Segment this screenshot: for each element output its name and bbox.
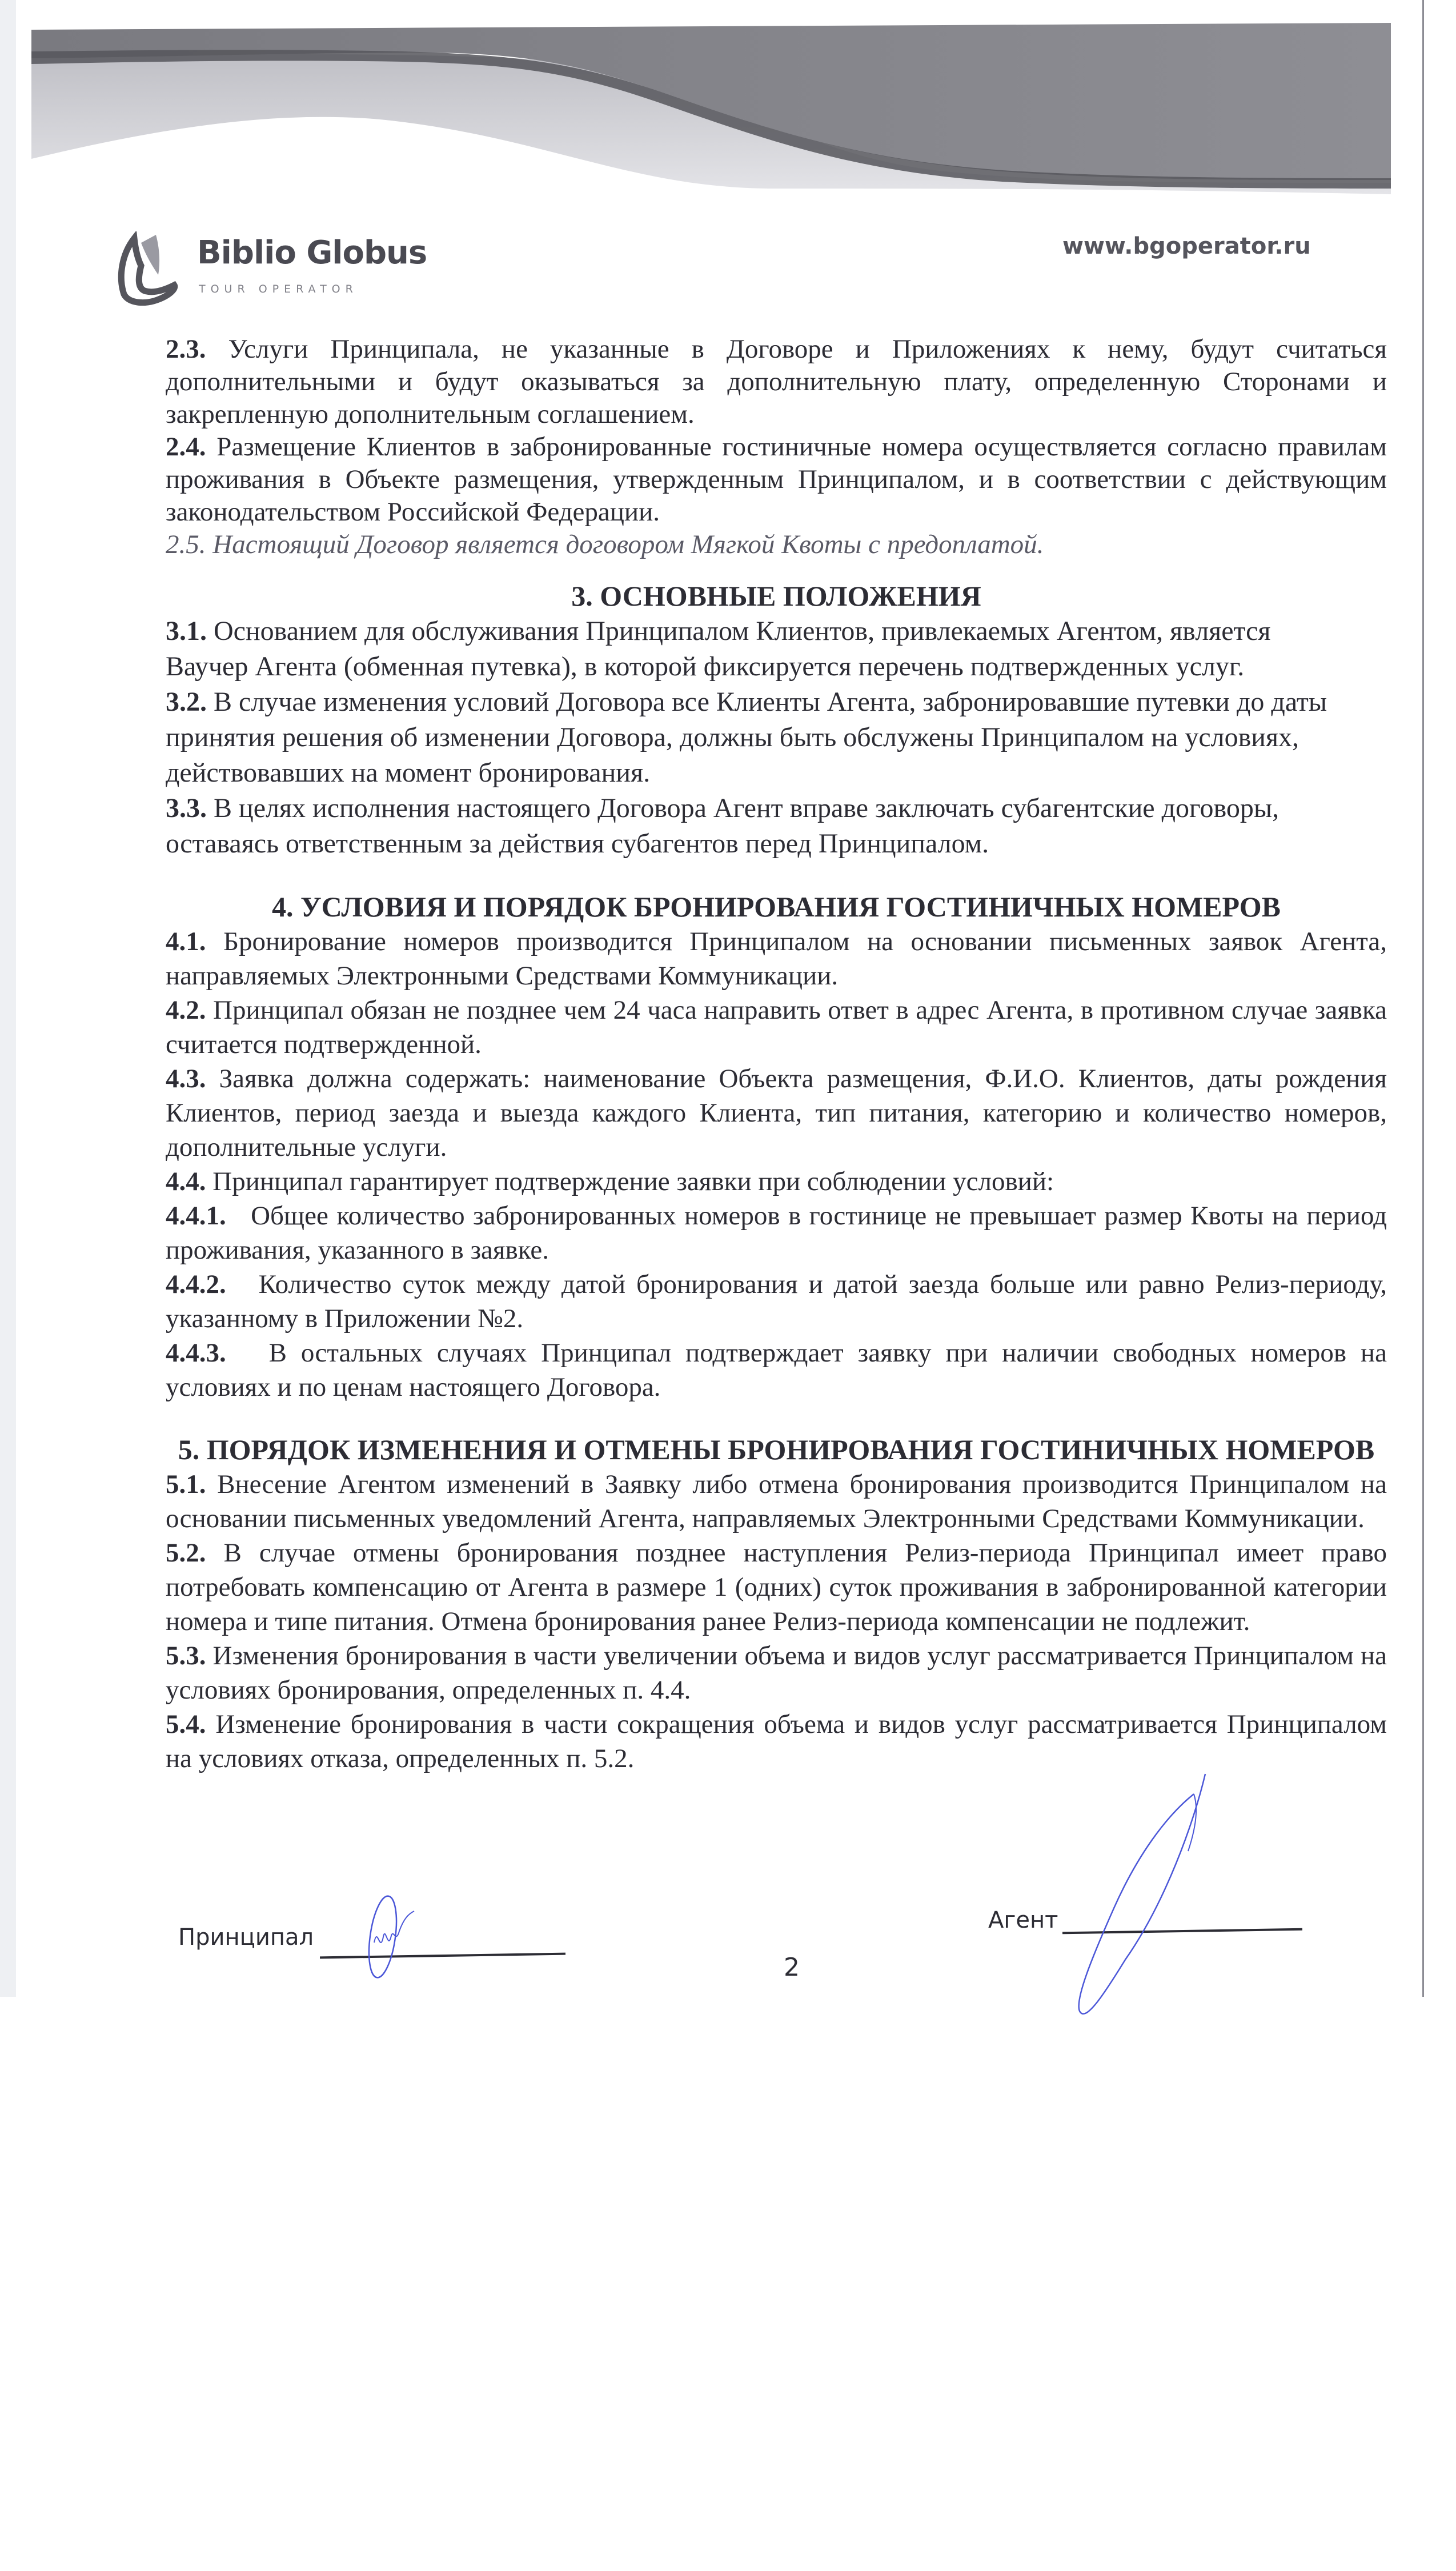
agent-label: Агент <box>988 1907 1058 1933</box>
clause-5-3: 5.3. Изменения бронирования в части увеличении объема и видов услуг рассматривается Принципалом на условиях бронирования, определенных п. 4.4. <box>166 1641 1387 1705</box>
page-number: 2 <box>784 1953 800 1982</box>
clause-4-4-2: 4.4.2. Количество суток между датой бронирования и датой заезда больше или равно Релиз-периоду, указанному в Приложении №2. <box>166 1270 1387 1333</box>
clause-4-1: 4.1. Бронирование номеров производится Принципалом на основании письменных заявок Агента, направляемых Электронными Средствами Коммуникации. <box>166 927 1387 991</box>
clause-2-3: 2.3. Услуги Принципала, не указанные в Договоре и Приложениях к нему, будут считаться дополнительными и будут оказываться за дополнительную плату, определенную Сторонами и закрепленную дополнительным соглашением. <box>166 334 1387 429</box>
clause-5-1: 5.1. Внесение Агентом изменений в Заявку либо отмена бронирования производится Принципалом на основании письменных уведомлений Агента, направляемых Электронными Средствами Коммуникации. <box>166 1469 1387 1533</box>
clause-4-4: 4.4. Принципал гарантирует подтверждение заявки при соблюдении условий: <box>166 1167 1054 1196</box>
website-url: www.bgoperator.ru <box>1062 233 1311 259</box>
clause-4-2: 4.2. Принципал обязан не позднее чем 24 часа направить ответ в адрес Агента, в противном случае заявка считается подтвержденной. <box>166 995 1387 1059</box>
clause-5-2: 5.2. В случае отмены бронирования позднее наступления Релиз-периода Принципал имеет право потребовать компенсацию от Агента в размере 1 (одних) суток проживания в забронированной категории номера и типе питания. Отмена бронирования ранее Релиз-периода компенсации не подлежит. <box>166 1538 1387 1636</box>
page-border <box>1422 0 1424 1997</box>
principal-signature <box>351 1891 437 1983</box>
clause-5-4: 5.4. Изменение бронирования в части сокращения объема и видов услуг рассматривается Принципалом на условиях отказа, определенных п. 5.2. <box>166 1709 1387 1773</box>
logo-mark-icon <box>117 231 186 306</box>
clause-4-3: 4.3. Заявка должна содержать: наименование Объекта размещения, Ф.И.О. Клиентов, даты рождения Клиентов, период заезда и выезда каждого Клиента, тип питания, категорию и количество номеров, дополнительные услуги. <box>166 1064 1387 1162</box>
brand-name: Biblio Globus <box>197 234 427 271</box>
header-wave-banner <box>31 17 1391 200</box>
section-5-heading: 5. ПОРЯДОК ИЗМЕНЕНИЯ И ОТМЕНЫ БРОНИРОВАНИЯ ГОСТИНИЧНЫХ НОМЕРОВ <box>178 1433 1375 1465</box>
document-body <box>166 333 1387 1776</box>
brand-subtitle: TOUR OPERATOR <box>199 283 358 295</box>
clause-4-4-1: 4.4.1. Общее количество забронированных номеров в гостинице не превышает размер Квоты на период проживания, указанного в заявке. <box>166 1201 1387 1265</box>
section-5 <box>166 1432 1387 1776</box>
clause-3-2: 3.2. В случае изменения условий Договора все Клиенты Агента, забронировавшие путевки до даты принятия решения об изменении Договора, должны быть обслужены Принципалом на условиях, действовавших на момент бронирования. <box>166 687 1327 788</box>
clause-3-3: 3.3. В целях исполнения настоящего Договора Агент вправе заключать субагентские договоры, оставаясь ответственным за действия субагентов перед Принципалом. <box>166 793 1279 859</box>
clause-4-4-3: 4.4.3. В остальных случаях Принципал подтверждает заявку при наличии свободных номеров на условиях и по ценам настоящего Договора. <box>166 1338 1387 1402</box>
section-3-heading: 3. ОСНОВНЫЕ ПОЛОЖЕНИЯ <box>571 580 981 612</box>
agent-signature <box>1022 1771 1240 2023</box>
section-3 <box>166 578 1387 862</box>
section-2 <box>166 333 1387 561</box>
section-4-heading: 4. УСЛОВИЯ И ПОРЯДОК БРОНИРОВАНИЯ ГОСТИНИЧНЫХ НОМЕРОВ <box>271 891 1281 923</box>
brand-logo <box>117 226 460 306</box>
clause-2-5: 2.5. Настоящий Договор является договором Мягкой Квоты с предоплатой. <box>166 530 1044 559</box>
clause-3-1: 3.1. Основанием для обслуживания Принципалом Клиентов, привлекаемых Агентом, является Ваучер Агента (обменная путевка), в которой фиксируется перечень подтвержденных услуг. <box>166 616 1271 682</box>
clause-2-4: 2.4. Размещение Клиентов в забронированные гостиничные номера осуществляется согласно правилам проживания в Объекте размещения, утвержденным Принципалом, и в соответствии с действующим законодательством Российской Федерации. <box>166 432 1387 527</box>
principal-label: Принципал <box>178 1924 314 1951</box>
scan-edge <box>0 0 16 1997</box>
section-4 <box>166 889 1387 1404</box>
